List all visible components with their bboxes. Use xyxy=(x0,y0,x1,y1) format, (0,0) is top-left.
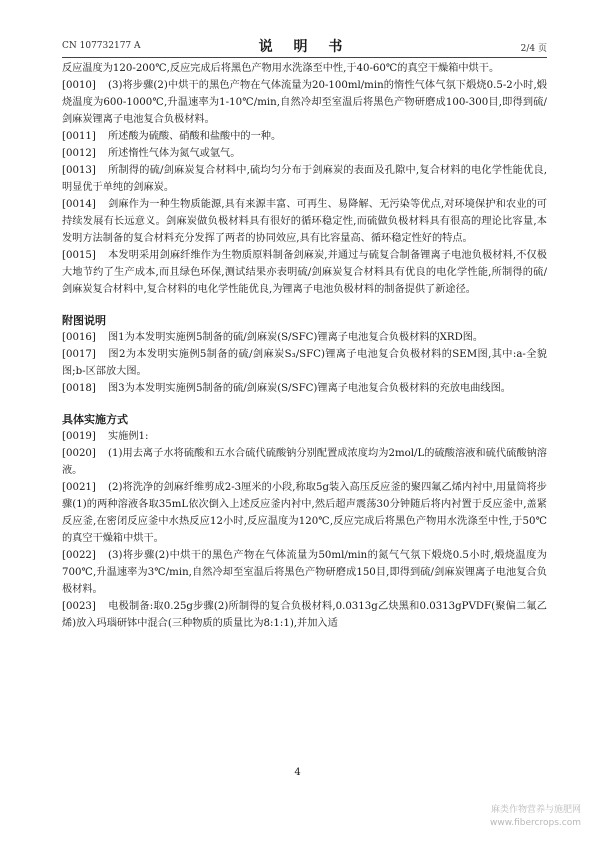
document-body xyxy=(62,60,547,632)
paragraph-text: 所述酸为硫酸、硝酸和盐酸中的一种。 xyxy=(108,131,282,142)
section-heading-figures: 附图说明 xyxy=(62,314,106,327)
paragraph-0011 xyxy=(62,128,547,145)
paragraph-number: [0022] xyxy=(62,550,96,561)
paragraph-0010 xyxy=(62,77,547,128)
paragraph-text: 所述惰性气体为氮气或氩气。 xyxy=(108,148,241,159)
paragraph-0017 xyxy=(62,346,547,380)
paragraph-text: 剑麻作为一种生物质能源,具有来源丰富、可再生、易降解、无污染等优点,对环境保护和农业的可持续发展有长远意义。剑麻炭做负极材料具有很好的循环稳定性,而硫做负极材料具有很高的理论比容量,本发明方法制备的复合材料充分发挥了两者的协同效应,具有比容量高、循环稳定性好的特点。 xyxy=(62,199,547,244)
paragraph-number: [0011] xyxy=(62,131,96,142)
paragraph-number: [0016] xyxy=(62,332,96,343)
paragraph-number: [0021] xyxy=(62,482,96,493)
paragraph-number: [0013] xyxy=(62,165,96,176)
paragraph-0012 xyxy=(62,145,547,162)
page-number: 4 xyxy=(294,767,301,778)
paragraph-text: 图3为本发明实施例5制备的硫/剑麻炭(S/SFC)锂离子电池复合负极材料的充放电曲线图。 xyxy=(108,383,511,394)
paragraph-number: [0012] xyxy=(62,148,96,159)
header-rule xyxy=(62,57,547,58)
paragraph-number: [0023] xyxy=(62,601,96,612)
paragraph-text: (3)将步骤(2)中烘干的黑色产物在气体流量为50ml/min的氮气气氛下煅烧0.5小时,煅烧温度为700℃,升温速率为3℃/min,自然冷却至室温后将黑色产物研磨成150目,即得到硫/剑麻炭锂离子电池复合负极材料。 xyxy=(62,550,547,595)
paragraph-0014 xyxy=(62,196,547,247)
paragraph-number: [0020] xyxy=(62,448,96,459)
paragraph-continued: 反应温度为120-200℃,反应完成后将黑色产物用水洗涤至中性,于40-60℃的真空干燥箱中烘干。 xyxy=(62,63,500,74)
paragraph-0013 xyxy=(62,162,547,196)
paragraph-0018 xyxy=(62,380,547,397)
watermark-url: www.fibercrops.com xyxy=(490,818,581,828)
paragraph-text: 图2为本发明实施例5制备的硫/剑麻炭S₃/SFC)锂离子电池复合负极材料的SEM图,其中:a-全貌图;b-区部放大图。 xyxy=(62,349,547,377)
paragraph-text: 电极制备:取0.25g步骤(2)所制得的复合负极材料,0.0313g乙炔黑和0.0313gPVDF(聚偏二氟乙烯)放入玛瑙研钵中混合(三种物质的质量比为8:1:1),并加入适 xyxy=(62,601,547,629)
paragraph-number: [0015] xyxy=(62,250,96,261)
paragraph-0022 xyxy=(62,547,547,598)
paragraph-0019 xyxy=(62,428,547,445)
paragraph-number: [0018] xyxy=(62,383,96,394)
paragraph-text: 本发明采用剑麻纤维作为生物质原料制备剑麻炭,并通过与硫复合制备锂离子电池负极材料,不仅极大地节约了生产成本,而且绿色环保,测试结果亦表明硫/剑麻炭复合材料具有优良的电化学性能,所制得的硫/剑麻炭复合材料中,复合材料的电化学性能优良,为锂离子电池负极材料的制备提供了新途径。 xyxy=(62,250,547,295)
site-watermark xyxy=(490,804,581,830)
paragraph-0015 xyxy=(62,247,547,298)
patent-number: CN 107732177 A xyxy=(62,41,141,51)
paragraph-number: [0014] xyxy=(62,199,96,210)
paragraph-text: (2)将洗净的剑麻纤维剪成2-3厘米的小段,称取5g装入高压反应釜的聚四氟乙烯内衬中,用量筒将步骤(1)的两种溶液各取35mL依次倒入上述反应釜内衬中,然后超声震荡30分钟随后将内衬置于反应釜中,盖紧反应釜,在密闭反应釜中水热反应12小时,反应温度为120℃,反应完成后将黑色产物用水洗涤至中性,于50℃的真空干燥箱中烘干。 xyxy=(62,482,547,544)
paragraph-0016 xyxy=(62,329,547,346)
paragraph-0023 xyxy=(62,598,547,632)
paragraph-text: 图1为本发明实施例5制备的硫/剑麻炭(S/SFC)锂离子电池复合负极材料的XRD图。 xyxy=(108,332,484,343)
paragraph-number: [0017] xyxy=(62,349,96,360)
page-header xyxy=(62,36,547,58)
paragraph-0021 xyxy=(62,479,547,547)
paragraph-0020 xyxy=(62,445,547,479)
paragraph-text: 实施例1: xyxy=(108,431,149,442)
document-title: 说 明 书 xyxy=(258,39,351,55)
paragraph-text: (1)用去离子水将硫酸和五水合硫代硫酸钠分别配置成浓度均为2mol/L的硫酸溶液和硫代硫酸钠溶液。 xyxy=(62,448,547,476)
paragraph-number: [0010] xyxy=(62,80,96,91)
watermark-title: 麻类作物营养与施肥网 xyxy=(490,805,581,815)
paragraph-text: (3)将步骤(2)中烘干的黑色产物在气体流量为20-100ml/min的惰性气体气氛下煅烧0.5-2小时,煅烧温度为600-1000℃,升温速率为1-10℃/min,自然冷却至室温后将黑色产物研磨成100-300目,即得到硫/剑麻炭锂离子电池复合负极材料。 xyxy=(62,80,547,125)
page-indicator: 2/4 页 xyxy=(520,44,547,54)
paragraph-number: [0019] xyxy=(62,431,96,442)
section-heading-embodiments: 具体实施方式 xyxy=(62,413,128,426)
paragraph-text: 所制得的硫/剑麻炭复合材料中,硫均匀分布于剑麻炭的表面及孔隙中,复合材料的电化学性能优良,明显优于单纯的剑麻炭。 xyxy=(62,165,547,193)
